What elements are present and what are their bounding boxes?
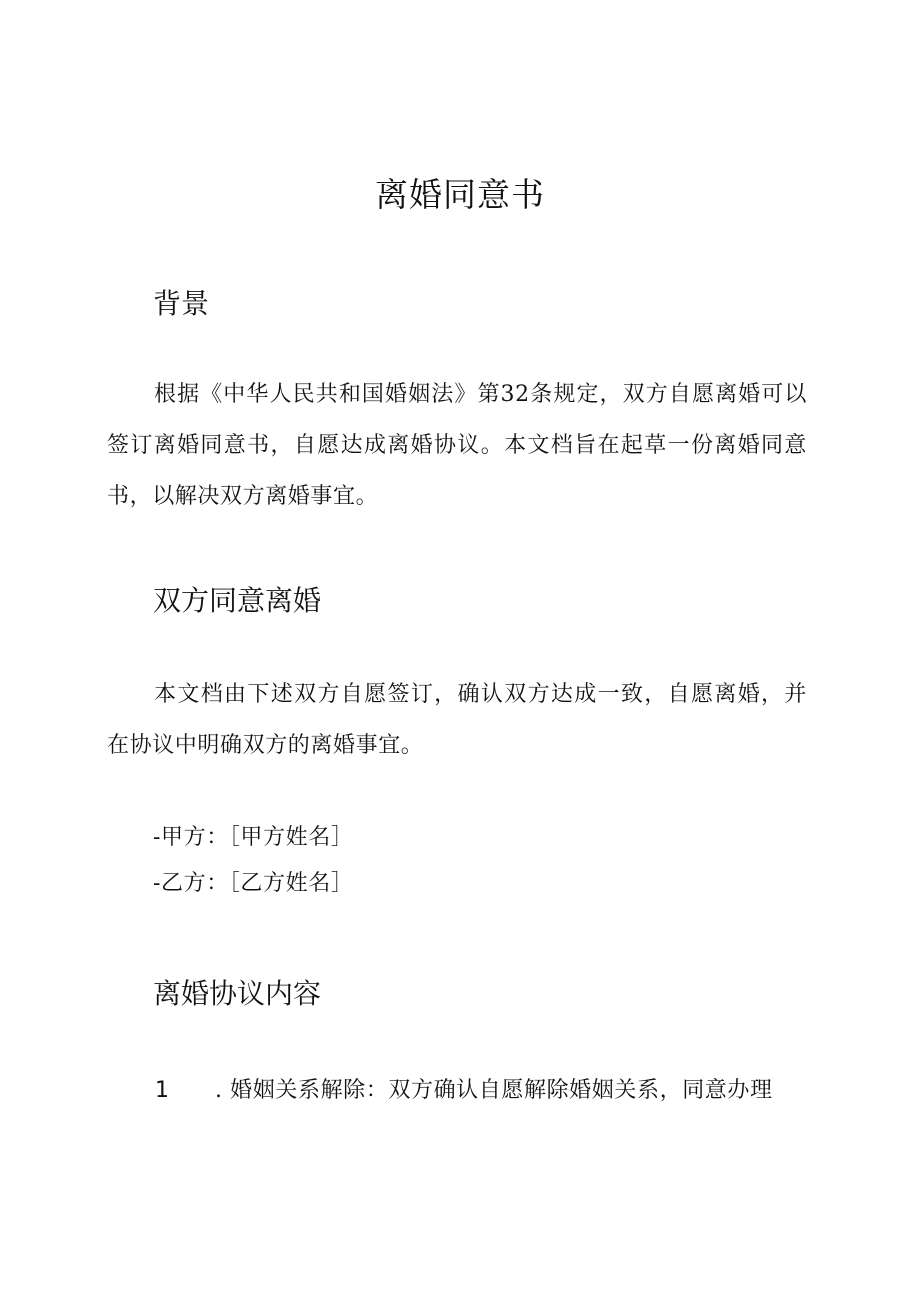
section-heading-background: 背景 [153, 287, 210, 320]
party-b-line: -乙方：［乙方姓名］ [153, 871, 354, 896]
party-a-line: -甲方：［甲方姓名］ [153, 825, 354, 850]
background-paragraph: 根据《中华人民共和国婚姻法》第32条规定，双方自愿离婚可以签订离婚同意书，自愿达成离婚协议。本文档旨在起草一份离婚同意书，以解决双方离婚事宜。 [107, 382, 807, 509]
section-heading-agreement: 双方同意离婚 [153, 584, 322, 617]
list-item-text: . 婚姻关系解除：双方确认自愿解除婚姻关系，同意办理 [215, 1078, 773, 1103]
agreement-paragraph: 本文档由下述双方自愿签订，确认双方达成一致，自愿离婚，并在协议中明确双方的离婚事宜。 [107, 682, 807, 758]
section-heading-terms: 离婚协议内容 [153, 977, 322, 1010]
document-title: 离婚同意书 [375, 175, 545, 214]
list-item-number: 1 [155, 1078, 169, 1103]
list-item [155, 1071, 815, 1111]
